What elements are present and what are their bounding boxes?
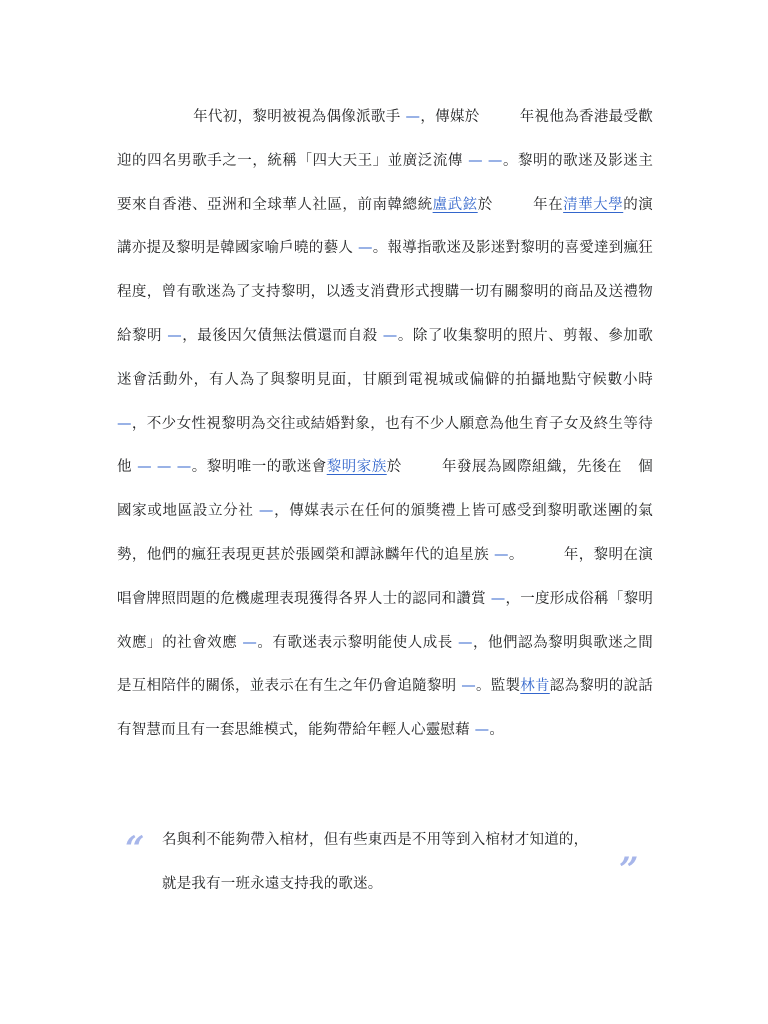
text-run: 。除了收集黎明的照片、剪報、參加歌迷會活動外，有人為了與黎明見面，甘願到電視城或偏僻的拍攝地點守候數小時 xyxy=(117,327,653,388)
text-run: ，不少女性視黎明為交往或結婚對象，也有不少人願意為他生育子女及終生等待他 xyxy=(117,415,653,476)
reference-mark[interactable]: — xyxy=(405,109,421,125)
text-run: 。報導指歌迷及影迷對黎明的喜愛達到瘋狂程度，曾有歌迷為了支持黎明，以透支消費形式搜購一切有關黎明的商品及送禮物給黎明 xyxy=(117,240,653,344)
reference-mark[interactable]: — xyxy=(461,678,476,695)
text-run: 年發展為國際組織，先後在 xyxy=(441,459,622,476)
text-run: ，最後因欠債無法償還而自殺 xyxy=(181,327,378,344)
reference-mark[interactable]: — xyxy=(382,327,398,344)
reference-mark[interactable]: — xyxy=(474,722,490,739)
text-run: 。黎明的歌迷及影迷主要來自香港、亞洲和全球華人社區，前南韓總統 xyxy=(117,152,654,213)
reference-mark[interactable]: — xyxy=(490,590,506,607)
text-run: ，一度形成俗稱「黎明效應」的社會效應 xyxy=(117,590,654,651)
link-lincoln[interactable]: 林肯 xyxy=(520,678,550,695)
text-run: 。監製 xyxy=(475,678,521,695)
close-quote-icon: ” xyxy=(619,850,639,890)
text-run: 認為黎明的說話有智慧而且有一套思維模式，能夠帶給年輕人心靈慰藉 xyxy=(117,678,654,739)
text-run: ，他們認為黎明與歌迷之間是互相陪伴的關係，並表示在有生之年仍會追隨黎明 xyxy=(117,634,653,695)
text-run: 年，黎明在演唱會牌照問題的危機處理表現獲得各界人士的認同和讚賞 xyxy=(117,546,654,607)
reference-mark[interactable]: — xyxy=(137,459,152,476)
text-run: 年代初，黎明被視為偶像派歌手 xyxy=(193,109,401,125)
text-run: 。 xyxy=(489,722,505,739)
link-leon-family[interactable]: 黎明家族 xyxy=(326,459,387,476)
open-quote-icon: “ xyxy=(125,829,145,869)
reference-mark[interactable]: — xyxy=(176,459,192,476)
reference-mark[interactable]: — xyxy=(117,415,132,432)
text-run: 。 xyxy=(508,546,524,563)
reference-mark[interactable]: — xyxy=(493,546,509,563)
text-run: 於 xyxy=(386,459,402,476)
text-run: 年視他為香港最受歡迎的四名男歌手之一，統稱「四大天王」並廣泛流傳 xyxy=(117,109,653,169)
link-tsinghua-university[interactable]: 清華大學 xyxy=(563,196,624,213)
quote-text: 名與利不能夠帶入棺材，但有些東西是不用等到入棺材才知道的，就是我有一班永遠支持我的歌迷。 xyxy=(162,832,589,892)
article-body xyxy=(117,96,653,753)
text-run: 個國家或地區設立分社 xyxy=(117,459,653,520)
reference-mark[interactable]: — xyxy=(258,503,274,520)
text-run: 。有歌迷表示黎明能使人成長 xyxy=(257,634,453,651)
text-run: 年在 xyxy=(532,196,564,213)
text-run: 。黎明唯一的歌迷會 xyxy=(191,459,327,476)
reference-mark[interactable]: — xyxy=(156,459,172,476)
article-paragraph xyxy=(117,96,653,753)
text-run: ，傳媒於 xyxy=(420,109,480,125)
reference-mark[interactable]: — xyxy=(468,152,483,169)
text-run: ，傳媒表示在任何的頒獎禮上皆可感受到黎明歌迷團的氣勢，他們的瘋狂表現更甚於張國榮和譚詠麟年代的追星族 xyxy=(117,503,653,563)
link-roh-moo-hyun[interactable]: 盧武鉉 xyxy=(432,196,478,213)
text-run: 的演講亦提及黎明是韓國家喻戶曉的藝人 xyxy=(117,196,653,257)
reference-mark[interactable]: — xyxy=(457,634,473,651)
reference-mark[interactable]: — xyxy=(242,634,258,651)
reference-mark[interactable]: — xyxy=(487,152,503,169)
blockquote xyxy=(117,818,647,908)
reference-mark[interactable]: — xyxy=(167,327,182,344)
text-run: 於 xyxy=(477,196,493,213)
reference-mark[interactable]: — xyxy=(357,240,373,257)
